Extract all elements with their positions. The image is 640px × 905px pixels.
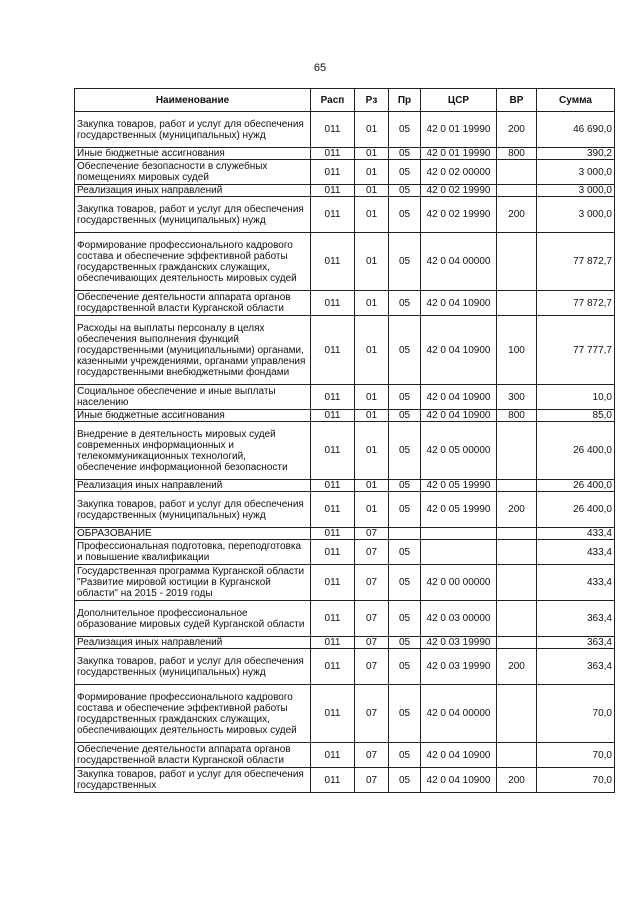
header-pr: Пр <box>389 89 421 112</box>
cell-csr: 42 0 04 10900 <box>421 316 497 385</box>
cell-sum: 433,4 <box>537 540 615 565</box>
cell-rasp: 011 <box>311 112 355 148</box>
cell-sum: 10,0 <box>537 385 615 410</box>
cell-vr <box>497 637 537 649</box>
cell-pr: 05 <box>389 743 421 768</box>
cell-name: Закупка товаров, работ и услуг для обеспечения государственных (муниципальных) нужд <box>75 112 311 148</box>
cell-rasp: 011 <box>311 768 355 793</box>
cell-csr: 42 0 05 00000 <box>421 422 497 480</box>
cell-pr: 05 <box>389 112 421 148</box>
table-row <box>75 492 615 528</box>
cell-rasp: 011 <box>311 528 355 540</box>
header-vr: ВР <box>497 89 537 112</box>
cell-csr: 42 0 02 19990 <box>421 197 497 233</box>
cell-sum: 70,0 <box>537 743 615 768</box>
cell-name: Реализация иных направлений <box>75 637 311 649</box>
cell-csr: 42 0 02 19990 <box>421 185 497 197</box>
cell-pr: 05 <box>389 316 421 385</box>
cell-vr <box>497 233 537 291</box>
cell-csr: 42 0 04 10900 <box>421 291 497 316</box>
cell-sum: 77 872,7 <box>537 291 615 316</box>
cell-csr: 42 0 04 10900 <box>421 743 497 768</box>
cell-name: Обеспечение деятельности аппарата органов государственной власти Курганской области <box>75 291 311 316</box>
cell-csr: 42 0 05 19990 <box>421 492 497 528</box>
cell-pr: 05 <box>389 385 421 410</box>
cell-rz: 01 <box>355 160 389 185</box>
cell-pr: 05 <box>389 637 421 649</box>
cell-vr <box>497 160 537 185</box>
header-sum: Сумма <box>537 89 615 112</box>
cell-rasp: 011 <box>311 492 355 528</box>
header-name: Наименование <box>75 89 311 112</box>
cell-vr <box>497 480 537 492</box>
budget-table <box>74 88 615 793</box>
header-rasp: Расп <box>311 89 355 112</box>
cell-csr: 42 0 04 10900 <box>421 385 497 410</box>
cell-csr: 42 0 04 10900 <box>421 410 497 422</box>
cell-csr: 42 0 03 19990 <box>421 637 497 649</box>
table-row <box>75 743 615 768</box>
table-row <box>75 649 615 685</box>
cell-name: Закупка товаров, работ и услуг для обеспечения государственных (муниципальных) нужд <box>75 197 311 233</box>
cell-sum: 77 777,7 <box>537 316 615 385</box>
cell-rasp: 011 <box>311 637 355 649</box>
cell-name: Внедрение в деятельность мировых судей современных информационных и телекоммуникационных технологий, обеспечение информационной безопасности <box>75 422 311 480</box>
cell-pr: 05 <box>389 422 421 480</box>
cell-csr: 42 0 04 10900 <box>421 768 497 793</box>
cell-pr: 05 <box>389 197 421 233</box>
cell-csr: 42 0 04 00000 <box>421 685 497 743</box>
cell-rasp: 011 <box>311 160 355 185</box>
cell-rasp: 011 <box>311 480 355 492</box>
table-row <box>75 637 615 649</box>
cell-name: Реализация иных направлений <box>75 480 311 492</box>
cell-rz: 07 <box>355 637 389 649</box>
cell-rz: 01 <box>355 233 389 291</box>
cell-pr: 05 <box>389 685 421 743</box>
cell-rasp: 011 <box>311 422 355 480</box>
page-number: 65 <box>313 62 327 74</box>
cell-vr <box>497 685 537 743</box>
cell-name: Обеспечение безопасности в служебных помещениях мировых судей <box>75 160 311 185</box>
cell-rz: 01 <box>355 410 389 422</box>
table-row <box>75 291 615 316</box>
cell-name: Иные бюджетные ассигнования <box>75 148 311 160</box>
cell-name: Государственная программа Курганской области "Развитие мировой юстиции в Курганской области" на 2015 - 2019 годы <box>75 565 311 601</box>
cell-name: Реализация иных направлений <box>75 185 311 197</box>
cell-rasp: 011 <box>311 743 355 768</box>
cell-pr: 05 <box>389 410 421 422</box>
cell-rasp: 011 <box>311 197 355 233</box>
cell-rz: 01 <box>355 185 389 197</box>
cell-pr: 05 <box>389 601 421 637</box>
cell-vr <box>497 565 537 601</box>
cell-rz: 01 <box>355 112 389 148</box>
cell-rz: 01 <box>355 492 389 528</box>
table-row <box>75 480 615 492</box>
cell-sum: 363,4 <box>537 637 615 649</box>
table-row <box>75 185 615 197</box>
cell-name: Дополнительное профессиональное образование мировых судей Курганской области <box>75 601 311 637</box>
cell-vr: 800 <box>497 148 537 160</box>
cell-rz: 07 <box>355 540 389 565</box>
cell-rasp: 011 <box>311 685 355 743</box>
table-row <box>75 316 615 385</box>
cell-rz: 01 <box>355 291 389 316</box>
cell-rz: 01 <box>355 480 389 492</box>
cell-rz: 07 <box>355 565 389 601</box>
cell-name: Закупка товаров, работ и услуг для обеспечения государственных (муниципальных) нужд <box>75 649 311 685</box>
cell-name: Иные бюджетные ассигнования <box>75 410 311 422</box>
table-row <box>75 148 615 160</box>
cell-vr: 100 <box>497 316 537 385</box>
cell-pr: 05 <box>389 148 421 160</box>
cell-rasp: 011 <box>311 565 355 601</box>
cell-rasp: 011 <box>311 385 355 410</box>
cell-rz: 07 <box>355 743 389 768</box>
cell-vr <box>497 540 537 565</box>
cell-sum: 3 000,0 <box>537 185 615 197</box>
table-row <box>75 422 615 480</box>
cell-rz: 07 <box>355 601 389 637</box>
cell-rz: 07 <box>355 649 389 685</box>
table-row <box>75 410 615 422</box>
table-row <box>75 768 615 793</box>
cell-csr: 42 0 01 19990 <box>421 148 497 160</box>
table-row <box>75 601 615 637</box>
cell-csr: 42 0 00 00000 <box>421 565 497 601</box>
cell-pr: 05 <box>389 540 421 565</box>
cell-pr: 05 <box>389 185 421 197</box>
cell-vr: 800 <box>497 410 537 422</box>
cell-pr: 05 <box>389 492 421 528</box>
cell-rz: 01 <box>355 385 389 410</box>
cell-rz: 01 <box>355 148 389 160</box>
cell-pr <box>389 528 421 540</box>
cell-rasp: 011 <box>311 601 355 637</box>
table-row <box>75 233 615 291</box>
header-csr: ЦСР <box>421 89 497 112</box>
cell-sum: 85,0 <box>537 410 615 422</box>
cell-sum: 70,0 <box>537 768 615 793</box>
cell-pr: 05 <box>389 480 421 492</box>
cell-sum: 26 400,0 <box>537 492 615 528</box>
cell-sum: 46 690,0 <box>537 112 615 148</box>
cell-vr: 200 <box>497 649 537 685</box>
cell-rz: 07 <box>355 768 389 793</box>
cell-pr: 05 <box>389 565 421 601</box>
table-row <box>75 160 615 185</box>
cell-rz: 07 <box>355 528 389 540</box>
cell-rz: 01 <box>355 422 389 480</box>
cell-name: Закупка товаров, работ и услуг для обеспечения государственных <box>75 768 311 793</box>
cell-vr <box>497 743 537 768</box>
cell-vr: 200 <box>497 112 537 148</box>
cell-sum: 433,4 <box>537 528 615 540</box>
cell-vr <box>497 528 537 540</box>
cell-name: Формирование профессионального кадрового состава и обеспечение эффективной работы государственных гражданских служащих, обеспечивающих деятельность мировых судей <box>75 233 311 291</box>
cell-name: Расходы на выплаты персоналу в целях обеспечения выполнения функций государственными (муниципальными) органами, казенными учреждениями, органами управления государственными внебюджетными фондами <box>75 316 311 385</box>
cell-csr <box>421 540 497 565</box>
cell-vr <box>497 291 537 316</box>
table-header-row <box>75 89 615 112</box>
cell-rasp: 011 <box>311 316 355 385</box>
cell-vr: 200 <box>497 768 537 793</box>
cell-sum: 70,0 <box>537 685 615 743</box>
table-row <box>75 528 615 540</box>
cell-csr: 42 0 05 19990 <box>421 480 497 492</box>
cell-csr: 42 0 02 00000 <box>421 160 497 185</box>
cell-rasp: 011 <box>311 233 355 291</box>
cell-vr <box>497 422 537 480</box>
cell-name: Закупка товаров, работ и услуг для обеспечения государственных (муниципальных) нужд <box>75 492 311 528</box>
cell-csr: 42 0 01 19990 <box>421 112 497 148</box>
cell-sum: 26 400,0 <box>537 422 615 480</box>
cell-csr <box>421 528 497 540</box>
cell-name: Формирование профессионального кадрового состава и обеспечение эффективной работы государственных гражданских служащих, обеспечивающих деятельность мировых судей <box>75 685 311 743</box>
cell-vr: 200 <box>497 197 537 233</box>
cell-sum: 3 000,0 <box>537 197 615 233</box>
cell-csr: 42 0 03 00000 <box>421 601 497 637</box>
cell-csr: 42 0 04 00000 <box>421 233 497 291</box>
table-row <box>75 540 615 565</box>
cell-rasp: 011 <box>311 410 355 422</box>
table-row <box>75 112 615 148</box>
cell-sum: 77 872,7 <box>537 233 615 291</box>
cell-rasp: 011 <box>311 649 355 685</box>
cell-sum: 363,4 <box>537 601 615 637</box>
table-row <box>75 197 615 233</box>
cell-pr: 05 <box>389 649 421 685</box>
cell-name: Обеспечение деятельности аппарата органов государственной власти Курганской области <box>75 743 311 768</box>
table-row <box>75 685 615 743</box>
cell-csr: 42 0 03 19990 <box>421 649 497 685</box>
cell-vr: 300 <box>497 385 537 410</box>
cell-name: ОБРАЗОВАНИЕ <box>75 528 311 540</box>
cell-vr <box>497 185 537 197</box>
table-row <box>75 565 615 601</box>
cell-rasp: 011 <box>311 291 355 316</box>
cell-rz: 01 <box>355 316 389 385</box>
cell-name: Профессиональная подготовка, переподготовка и повышение квалификации <box>75 540 311 565</box>
cell-sum: 3 000,0 <box>537 160 615 185</box>
cell-rz: 07 <box>355 685 389 743</box>
cell-rasp: 011 <box>311 185 355 197</box>
cell-sum: 390,2 <box>537 148 615 160</box>
cell-name: Социальное обеспечение и иные выплаты населению <box>75 385 311 410</box>
cell-rasp: 011 <box>311 540 355 565</box>
cell-pr: 05 <box>389 160 421 185</box>
header-rz: Рз <box>355 89 389 112</box>
cell-rasp: 011 <box>311 148 355 160</box>
cell-sum: 433,4 <box>537 565 615 601</box>
cell-rz: 01 <box>355 197 389 233</box>
cell-pr: 05 <box>389 233 421 291</box>
table-row <box>75 385 615 410</box>
cell-pr: 05 <box>389 291 421 316</box>
cell-sum: 26 400,0 <box>537 480 615 492</box>
cell-pr: 05 <box>389 768 421 793</box>
cell-sum: 363,4 <box>537 649 615 685</box>
cell-vr <box>497 601 537 637</box>
cell-vr: 200 <box>497 492 537 528</box>
